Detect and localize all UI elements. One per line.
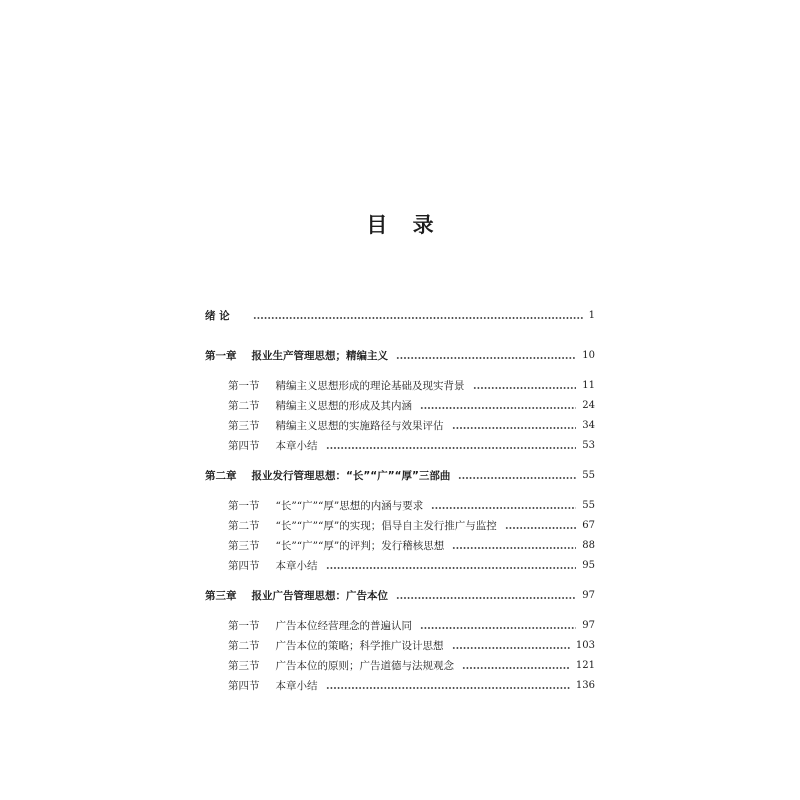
section-label: 第二节 xyxy=(228,639,260,652)
section-title: 广告本位经营理念的普遍认同 xyxy=(275,619,412,632)
section-list xyxy=(205,375,595,455)
section-title: “长”“广”“厚”的评判；发行稽核思想 xyxy=(275,539,445,552)
dot-leader xyxy=(473,378,577,392)
chapter-label: 第三章 xyxy=(205,589,237,602)
page-number: 136 xyxy=(575,679,595,691)
toc-entry-intro xyxy=(205,305,595,325)
section-title: 广告本位的原则；广告道德与法规观念 xyxy=(275,659,454,672)
section-label: 第三节 xyxy=(228,539,260,552)
section-title: “长”“广”“厚”的实现；倡导自主发行推广与监控 xyxy=(275,519,497,532)
dot-leader xyxy=(326,678,570,692)
page-number: 103 xyxy=(575,639,595,651)
dot-leader xyxy=(396,348,576,362)
section-label: 第一节 xyxy=(228,499,260,512)
page-number: 53 xyxy=(582,439,595,451)
section-title: 本章小结 xyxy=(275,439,318,452)
page-number: 34 xyxy=(582,419,595,431)
dot-leader xyxy=(505,518,577,532)
dot-leader xyxy=(326,558,577,572)
chapter-heading xyxy=(205,465,595,485)
section-entry xyxy=(205,615,595,635)
dot-leader xyxy=(452,638,570,652)
dot-leader xyxy=(458,468,576,482)
chapter-heading xyxy=(205,345,595,365)
dot-leader xyxy=(452,538,576,552)
chapter-heading xyxy=(205,585,595,605)
table-of-contents xyxy=(205,305,595,695)
section-entry xyxy=(205,655,595,675)
section-title: 精编主义思想形成的理论基础及现实背景 xyxy=(275,379,465,392)
section-entry xyxy=(205,495,595,515)
page-number: 88 xyxy=(582,539,595,551)
intro-label: 绪 论 xyxy=(205,309,230,322)
section-entry xyxy=(205,435,595,455)
page-number: 95 xyxy=(582,559,595,571)
dot-leader xyxy=(420,398,576,412)
section-title: 广告本位的策略；科学推广设计思想 xyxy=(275,639,444,652)
chapter-label: 第二章 xyxy=(205,469,237,482)
dot-leader xyxy=(452,418,577,432)
dot-leader xyxy=(396,588,576,602)
page-number: 24 xyxy=(582,399,595,411)
section-entry xyxy=(205,415,595,435)
section-label: 第一节 xyxy=(228,619,260,632)
page-number: 97 xyxy=(582,619,595,631)
section-entry xyxy=(205,375,595,395)
section-title: “长”“广”“厚”思想的内涵与要求 xyxy=(275,499,424,512)
page-number: 67 xyxy=(582,519,595,531)
chapter-1 xyxy=(205,345,595,455)
page-number: 55 xyxy=(582,469,595,481)
section-label: 第三节 xyxy=(228,419,260,432)
dot-leader xyxy=(326,438,577,452)
section-label: 第一节 xyxy=(228,379,260,392)
dot-leader xyxy=(431,498,576,512)
chapter-title: 报业发行管理思想：“长”“广”“厚”三部曲 xyxy=(251,469,451,482)
section-title: 精编主义思想的形成及其内涵 xyxy=(275,399,412,412)
section-title: 本章小结 xyxy=(275,679,318,692)
section-label: 第四节 xyxy=(228,559,260,572)
chapter-label: 第一章 xyxy=(205,349,237,362)
section-label: 第四节 xyxy=(228,439,260,452)
dot-leader xyxy=(420,618,576,632)
chapter-title: 报业生产管理思想；精编主义 xyxy=(251,349,388,362)
page-number: 1 xyxy=(588,309,595,321)
page-number: 11 xyxy=(582,379,595,391)
section-entry xyxy=(205,675,595,695)
section-title: 本章小结 xyxy=(275,559,318,572)
chapter-2 xyxy=(205,465,595,575)
section-entry xyxy=(205,395,595,415)
page-title: 目 录 xyxy=(366,212,443,237)
section-entry xyxy=(205,635,595,655)
page-number: 55 xyxy=(582,499,595,511)
section-list xyxy=(205,615,595,695)
dot-leader xyxy=(462,658,570,672)
page-number: 121 xyxy=(575,659,595,671)
page-number: 10 xyxy=(582,349,595,361)
page-number: 97 xyxy=(582,589,595,601)
chapter-title: 报业广告管理思想：广告本位 xyxy=(251,589,388,602)
section-label: 第三节 xyxy=(228,659,260,672)
section-label: 第四节 xyxy=(228,679,260,692)
section-entry xyxy=(205,535,595,555)
section-entry xyxy=(205,515,595,535)
section-label: 第二节 xyxy=(228,519,260,532)
chapter-3 xyxy=(205,585,595,695)
section-entry xyxy=(205,555,595,575)
dot-leader xyxy=(253,308,583,322)
section-list xyxy=(205,495,595,575)
section-label: 第二节 xyxy=(228,399,260,412)
section-title: 精编主义思想的实施路径与效果评估 xyxy=(275,419,444,432)
